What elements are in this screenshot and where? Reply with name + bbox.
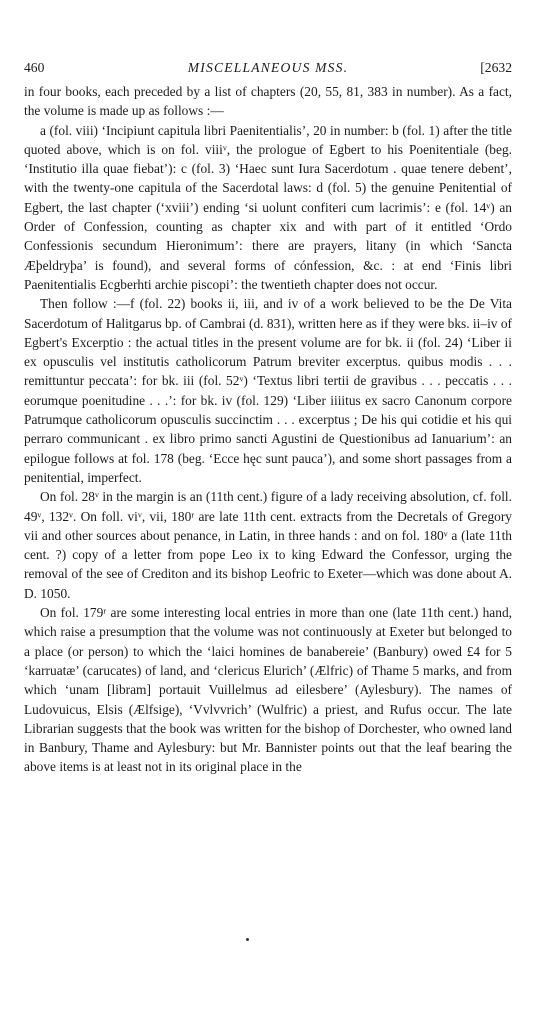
paragraph-continuation: in four books, each preceded by a list of chapters (20, 55, 81, 383 in number). As a fact, the volume is made up as follows :— — [24, 84, 512, 119]
page-text-block — [24, 58, 512, 777]
page-number: 460 — [24, 60, 45, 75]
paragraph-contents-list: a (fol. viii) ‘Incipiunt capitula libri Paenitentialis’, 20 in number: b (fol. 1) after the title quoted above, which is on fol. viiiᵛ, the prologue of Egbert to his Poenitentiale (beg. ‘Institutio illa quae fiebat’): c (fol. 3) ‘Haec sunt Iura Sacerdotum . quae tenere debent’, with the twenty-one capitula of the Sacerdotal laws: d (fol. 5) the genuine Penitential of Egbert, the last chapter (‘xviii’) ending ‘si uolunt confiteri cum lacrimis’: e (fol. 14ᵛ) an Order of Confession, counting as chapter xix and with part of it entitled ‘Ordo Confessionis secundum Hieronimum’: there are prayers, litany (in which ‘Sancta Æþeldryþa’ is found), and several forms of cónfession, &c. : at end ‘Finis libri Paenitentialis Ecgberhti archie piscopi’: the twentieth chapter does not occur. — [24, 122, 512, 292]
footer-dot — [246, 938, 249, 941]
running-title: MISCELLANEOUS MSS. — [187, 60, 349, 75]
paragraph-local-entries: On fol. 179ʳ are some interesting local entries in more than one (late 11th cent.) hand, which raise a presumption that the volume was not continuously at Exeter but belonged to a place (or person) to which the ‘laici homines de banabereie’ (Banbury) owed £4 for 5 ‘karruatæ’ (carucates) of land, and ‘clericus Elurich’ (Ælfric) of Thame 5 marks, and from which ‘unam [libram] portauit Vuillelmus ad eilesbere’ (Aylesbury). The names of Ludovuicus, Elsis (Ælfsige), ‘Vvlvvrich’ (Wulfric) a priest, and Rufus occur. The late Librarian suggests that the book was written for the bishop of Dorchester, who owned land in Banbury, Thame and Aylesbury: but Mr. Bannister points out that the leaf bearing the above items is at least not in its original place in the — [24, 605, 512, 775]
paragraph-halitgarus: Then follow :—f (fol. 22) books ii, iii, and iv of a work believed to be the De Vita Sacerdotum of Halitgarus bp. of Cambrai (d. 831), written here as if they were bks. ii–iv of Egbert's Excerptio : the actual titles in the present volume are for bk. ii (fol. 24) ‘Liber ii ex opusculis vel institutis catholicorum Patrum breviter excerptus. quibus modis . . . remittuntur peccata’: for bk. iii (fol. 52ᵛ) ‘Textus libri tertii de gravibus . . . peccatis . . . eorumque poenitudine . . .’: for bk. iv (fol. 129) ‘Liber iiiitus ex sacro Canonum corpore Patrumque catholicorum opusculis succinctim . . . excerptus ; De his qui cotidie et his qui perraro communicant . ex libro primo sancti Agustini de Questionibus ad Ianuarium’: an epilogue follows at fol. 178 (beg. ‘Ecce hęc sunt pauca’), and some short passages from a penitential, imperfect. — [24, 296, 512, 485]
running-header — [24, 58, 512, 82]
section-reference: [2632 — [480, 60, 512, 75]
paragraph-margin-figure: On fol. 28ᵛ in the margin is an (11th cent.) figure of a lady receiving absolution, cf. foll. 49ᵛ, 132ᵛ. On foll. viᵛ, vii, 180ʳ are late 11th cent. extracts from the Decretals of Gregory vii and other sources about penance, in Latin, in three hands : and on fol. 180ᵛ a (late 11th cent. ?) copy of a letter from pope Leo ix to king Edward the Confessor, urging the removal of the see of Crediton and its bishop Leofric to Exeter—which was done about A. D. 1050. — [24, 489, 512, 601]
